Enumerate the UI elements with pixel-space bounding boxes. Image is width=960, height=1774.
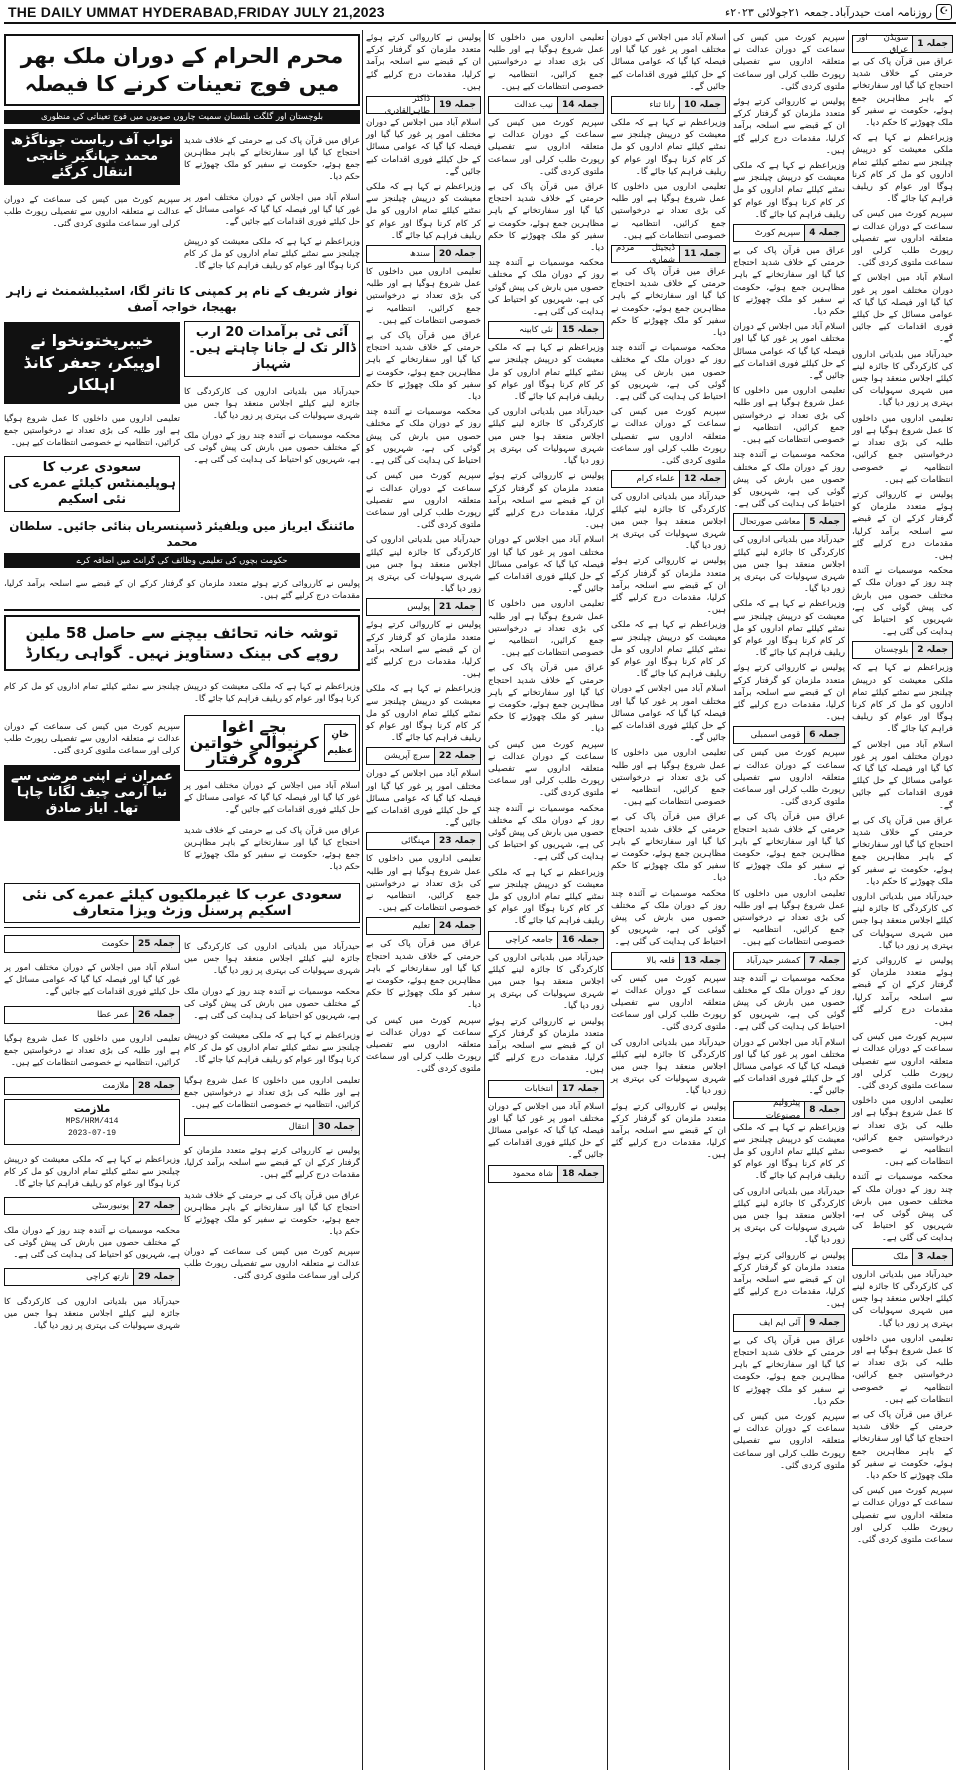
jumla-box-13: جملہ 13 قلعہ بالا <box>611 952 726 970</box>
masthead-urdu-wrap <box>725 4 952 20</box>
article-text: پولیس نے کارروائی کرتے ہوئے متعدد ملزمان کو گرفتار کرکے ان کے قبضے سے اسلحہ برآمد کرلیا، مقدمات درج کرلیے گئے ہیں۔ <box>611 1101 726 1161</box>
umrah-box: سعودی عرب کا غیرملکیوں کیلئے عمرے کی نئی اسکیم پرسنل وزٹ ویزا متعارف <box>4 883 360 923</box>
toshakhana-headline: توشہ خانہ تحائف بیچنے سے حاصل 58 ملین روپے کی بینک دستاویز نہیں۔ گواہی ریکارڈ <box>4 615 360 671</box>
column-2 <box>729 30 848 1770</box>
article-text: عراق میں قرآن پاک کی بے حرمتی کے خلاف شدید احتجاج کیا گیا اور سفارتخانے کے باہر مظاہرین جمع ہوئے، حکومت نے سفیر کو ملک چھوڑنے کا حکم دیا۔ <box>611 812 726 884</box>
jumla-box-26: جملہ 26 عمر عطا <box>4 1006 180 1024</box>
article-text: سپریم کورٹ میں کیس کی سماعت کے دوران عدالت نے متعلقہ اداروں سے تفصیلی رپورٹ طلب کرلی اور سماعت ملتوی کردی گئی۔ <box>852 1486 953 1545</box>
jumla-box-15: جملہ 15 نئی کابینہ <box>488 321 604 339</box>
article-text: اسلام آباد میں اجلاس کے دوران مختلف امور پر غور کیا گیا اور فیصلہ کیا گیا کہ عوامی مسائل کے حل کیلئے فوری اقدامات کیے جائیں گے۔ <box>184 191 360 226</box>
article-text: حیدرآباد میں بلدیاتی اداروں کی کارکردگی کا جائزہ لینے کیلئے اجلاس منعقد ہوا جس میں شہری سہولیات کی بہتری پر زور دیا گیا۔ <box>488 407 604 467</box>
article-text: پولیس نے کارروائی کرتے ہوئے متعدد ملزمان کو گرفتار کرکے ان کے قبضے سے اسلحہ برآمد کرلیا، مقدمات درج کرلیے گئے ہیں۔ <box>4 577 360 600</box>
article-text: تعلیمی اداروں میں داخلوں کا عمل شروع ہوگیا ہے اور طلبہ کی بڑی تعداد نے درخواستیں جمع کرائیں، انتظامیہ نے خصوصی انتظامات کیے ہیں۔ <box>366 267 481 326</box>
jumla-box-20: جملہ 20 سندھ <box>366 245 481 263</box>
kp-banner: خیبرپختونخوا نے اوپیکر، جعفر کانڈ اہلکار <box>4 322 180 404</box>
article-text: اسلام آباد میں اجلاس کے دوران مختلف امور پر غور کیا گیا اور فیصلہ کیا گیا کہ عوامی مسائل کے حل کیلئے فوری اقدامات کیے جائیں گے۔ <box>366 118 481 177</box>
article-text: تعلیمی اداروں میں داخلوں کا عمل شروع ہوگیا ہے اور طلبہ کی بڑی تعداد نے درخواستیں جمع کرائیں، انتظامیہ نے خصوصی انتظامات کیے ہیں۔ <box>184 1074 360 1109</box>
jumla-box-11: جملہ 11 ڈیجیٹل مردم شماری <box>611 245 726 263</box>
article-text: سپریم کورٹ میں کیس کی سماعت کے دوران عدالت نے متعلقہ اداروں سے تفصیلی رپورٹ طلب کرلی اور سماعت ملتوی کردی گئی۔ <box>733 748 845 808</box>
article-text: سپریم کورٹ میں کیس کی سماعت کے دوران عدالت نے متعلقہ اداروں سے تفصیلی رپورٹ طلب کرلی اور سماعت ملتوی کردی گئی۔ <box>488 739 604 799</box>
jumla-box-4: جملہ 4 سپریم کورٹ <box>733 224 845 242</box>
article-text: وزیراعظم نے کہا ہے کہ ملکی معیشت کو درپیش چیلنجز سے نمٹنے کیلئے تمام اداروں کو مل کر کام کرنا ہوگا اور عوام کو ریلیف فراہم کیا جائے گا۔ <box>852 663 953 735</box>
article-text: تعلیمی اداروں میں داخلوں کا عمل شروع ہوگیا ہے اور طلبہ کی بڑی تعداد نے درخواستیں جمع کرائیں، انتظامیہ نے خصوصی انتظامات کیے ہیں۔ <box>4 1033 180 1068</box>
article-text: سپریم کورٹ میں کیس کی سماعت کے دوران عدالت نے متعلقہ اداروں سے تفصیلی رپورٹ طلب کرلی اور سماعت ملتوی کردی گئی۔ <box>852 1032 953 1092</box>
article-text: تعلیمی اداروں میں داخلوں کا عمل شروع ہوگیا ہے اور طلبہ کی بڑی تعداد نے درخواستیں جمع کرائیں، انتظامیہ نے خصوصی انتظامات کیے ہیں۔ <box>852 1333 953 1405</box>
article-text: حیدرآباد میں بلدیاتی اداروں کی کارکردگی کا جائزہ لینے کیلئے اجلاس منعقد ہوا جس میں شہری سہولیات کی بہتری پر زور دیا گیا۔ <box>4 1295 180 1330</box>
ad-title: ملازمت <box>73 1103 111 1115</box>
jumla-box-21: جملہ 21 پولیس <box>366 598 481 616</box>
jumla-box-7: جملہ 7 کمشنر حیدرآباد <box>733 952 845 970</box>
article-text: وزیراعظم نے کہا ہے کہ ملکی معیشت کو درپیش چیلنجز سے نمٹنے کیلئے تمام اداروں کو مل کر کام کرنا ہوگا اور عوام کو ریلیف فراہم کیا جائے گا۔ <box>733 161 845 220</box>
article-text: عراق میں قرآن پاک کی بے حرمتی کے خلاف شدید احتجاج کیا گیا اور سفارتخانے کے باہر مظاہرین جمع ہوئے، حکومت نے سفیر کو ملک چھوڑنے کا حکم دیا۔ <box>488 663 604 735</box>
article-text: سپریم کورٹ میں کیس کی سماعت کے دوران عدالت نے متعلقہ اداروں سے تفصیلی رپورٹ طلب کرلی اور سماعت ملتوی کردی گئی۔ <box>733 1411 845 1471</box>
article-text: حیدرآباد میں بلدیاتی اداروں کی کارکردگی کا جائزہ لینے کیلئے اجلاس منعقد ہوا جس میں شہری سہولیات کی بہتری پر زور دیا گیا۔ <box>366 535 481 595</box>
article-text: محکمہ موسمیات نے آئندہ چند روز کے دوران ملک کے مختلف حصوں میں بارش کی پیش گوئی کی ہے، شہریوں کو احتیاط کی ہدایت کی گئی ہے۔ <box>733 973 845 1033</box>
lead-block-2 <box>4 318 360 516</box>
jumla-box-6: جملہ 6 قومی اسمبلی <box>733 726 845 744</box>
jumla-box-22: جملہ 22 سرچ آپریشن <box>366 747 481 765</box>
article-text: حیدرآباد میں بلدیاتی اداروں کی کارکردگی کا جائزہ لینے کیلئے اجلاس منعقد ہوا جس میں شہری سہولیات کی بہتری پر زور دیا گیا۔ <box>611 492 726 552</box>
article-text: حیدرآباد میں بلدیاتی اداروں کی کارکردگی کا جائزہ لینے کیلئے اجلاس منعقد ہوا جس میں شہری سہولیات کی بہتری پر زور دیا گیا۔ <box>184 385 360 420</box>
article-text: عراق میں قرآن پاک کی بے حرمتی کے خلاف شدید احتجاج کیا گیا اور سفارتخانے کے باہر مظاہرین جمع ہوئے، حکومت نے سفیر کو ملک چھوڑنے کا حکم دیا۔ <box>852 57 953 129</box>
article-text: اسلام آباد میں اجلاس کے دوران مختلف امور پر غور کیا گیا اور فیصلہ کیا گیا کہ عوامی مسائل کے حل کیلئے فوری اقدامات کیے جائیں گے۔ <box>488 535 604 595</box>
article-text: سپریم کورٹ میں کیس کی سماعت کے دوران عدالت نے متعلقہ اداروں سے تفصیلی رپورٹ طلب کرلی اور سماعت ملتوی کردی گئی۔ <box>852 209 953 269</box>
article-text: سپریم کورٹ میں کیس کی سماعت کے دوران عدالت نے متعلقہ اداروں سے تفصیلی رپورٹ طلب کرلی اور سماعت ملتوی کردی گئی۔ <box>488 118 604 177</box>
women-gang-box <box>184 715 360 771</box>
article-text: حیدرآباد میں بلدیاتی اداروں کی کارکردگی کا جائزہ لینے کیلئے اجلاس منعقد ہوا جس میں شہری سہولیات کی بہتری پر زور دیا گیا۔ <box>733 535 845 595</box>
article-text: عراق میں قرآن پاک کی بے حرمتی کے خلاف شدید احتجاج کیا گیا اور سفارتخانے کے باہر مظاہرین جمع ہوئے، حکومت نے سفیر کو ملک چھوڑنے کا حکم دیا۔ <box>733 1335 845 1407</box>
article-text: پولیس نے کارروائی کرتے ہوئے متعدد ملزمان کو گرفتار کرکے ان کے قبضے سے اسلحہ برآمد کرلیا، مقدمات درج کرلیے گئے ہیں۔ <box>733 97 845 156</box>
article-text: پولیس نے کارروائی کرتے ہوئے متعدد ملزمان کو گرفتار کرکے ان کے قبضے سے اسلحہ برآمد کرلیا، مقدمات درج کرلیے گئے ہیں۔ <box>366 620 481 680</box>
article-text: حیدرآباد میں بلدیاتی اداروں کی کارکردگی کا جائزہ لینے کیلئے اجلاس منعقد ہوا جس میں شہری سہولیات کی بہتری پر زور دیا گیا۔ <box>184 941 360 976</box>
article-text: عراق میں قرآن پاک کی بے حرمتی کے خلاف شدید احتجاج کیا گیا اور سفارتخانے کے باہر مظاہرین جمع ہوئے، حکومت نے سفیر کو ملک چھوڑنے کا حکم دیا۔ <box>733 812 845 884</box>
lead-section <box>4 30 360 1770</box>
column-3 <box>607 30 729 1770</box>
article-text: حیدرآباد میں بلدیاتی اداروں کی کارکردگی کا جائزہ لینے کیلئے اجلاس منعقد ہوا جس میں شہری سہولیات کی بہتری پر زور دیا گیا۔ <box>733 1186 845 1246</box>
article-text: تعلیمی اداروں میں داخلوں کا عمل شروع ہوگیا ہے اور طلبہ کی بڑی تعداد نے درخواستیں جمع کرائیں، انتظامیہ نے خصوصی انتظامات کیے ہیں۔ <box>733 386 845 446</box>
lead-lower <box>4 932 360 1339</box>
article-text: محکمہ موسمیات نے آئندہ چند روز کے دوران ملک کے مختلف حصوں میں بارش کی پیش گوئی کی ہے، شہریوں کو احتیاط کی ہدایت کی گئی ہے۔ <box>852 566 953 638</box>
masthead-urdu: روزنامہ امت حیدرآباد۔جمعہ ۲۱جولائی ۲۰۲۳ء <box>725 5 932 19</box>
article-text: محکمہ موسمیات نے آئندہ چند روز کے دوران ملک کے مختلف حصوں میں بارش کی پیش گوئی کی ہے، شہریوں کو احتیاط کی ہدایت کی گئی ہے۔ <box>611 888 726 948</box>
nawab-box: نواب آف ریاست جوناگڑھ محمد جہانگیر خانجی انتقال کرگئے <box>4 129 180 185</box>
article-text: تعلیمی اداروں میں داخلوں کا عمل شروع ہوگیا ہے اور طلبہ کی بڑی تعداد نے درخواستیں جمع کرائیں، انتظامیہ نے خصوصی انتظامات کیے ہیں۔ <box>488 599 604 659</box>
jumla-box-1: جملہ 1 سویڈن اور عراق <box>852 35 953 53</box>
article-text: حیدرآباد میں بلدیاتی اداروں کی کارکردگی کا جائزہ لینے کیلئے اجلاس منعقد ہوا جس میں شہری سہولیات کی بہتری پر زور دیا گیا۔ <box>852 349 953 409</box>
article-text: عراق میں قرآن پاک کی بے حرمتی کے خلاف شدید احتجاج کیا گیا اور سفارتخانے کے باہر مظاہرین جمع ہوئے، حکومت نے سفیر کو ملک چھوڑنے کا حکم دیا۔ <box>184 824 360 871</box>
article-text: پولیس نے کارروائی کرتے ہوئے متعدد ملزمان کو گرفتار کرکے ان کے قبضے سے اسلحہ برآمد کرلیا، مقدمات درج کرلیے گئے ہیں۔ <box>611 556 726 616</box>
article-text: عراق میں قرآن پاک کی بے حرمتی کے خلاف شدید احتجاج کیا گیا اور سفارتخانے کے باہر مظاہرین جمع ہوئے، حکومت نے سفیر کو ملک چھوڑنے کا حکم دیا۔ <box>184 1189 360 1236</box>
article-text: اسلام آباد میں اجلاس کے دوران مختلف امور پر غور کیا گیا اور فیصلہ کیا گیا کہ عوامی مسائل کے حل کیلئے فوری اقدامات کیے جائیں گے۔ <box>733 1037 845 1097</box>
article-text: محکمہ موسمیات نے آئندہ چند روز کے دوران ملک کے مختلف حصوں میں بارش کی پیش گوئی کی ہے، شہریوں کو احتیاط کی ہدایت کی گئی ہے۔ <box>366 407 481 467</box>
article-text: پولیس نے کارروائی کرتے ہوئے متعدد ملزمان کو گرفتار کرکے ان کے قبضے سے اسلحہ برآمد کرلیا، مقدمات درج کرلیے گئے ہیں۔ <box>852 489 953 561</box>
article-text: سپریم کورٹ میں کیس کی سماعت کے دوران عدالت نے متعلقہ اداروں سے تفصیلی رپورٹ طلب کرلی اور سماعت ملتوی کردی گئی۔ <box>184 1246 360 1281</box>
lead-block-3 <box>4 712 360 880</box>
article-text: پولیس نے کارروائی کرتے ہوئے متعدد ملزمان کو گرفتار کرکے ان کے قبضے سے اسلحہ برآمد کرلیا، مقدمات درج کرلیے گئے ہیں۔ <box>488 1016 604 1076</box>
article-text: سپریم کورٹ میں کیس کی سماعت کے دوران عدالت نے متعلقہ اداروں سے تفصیلی رپورٹ طلب کرلی اور سماعت ملتوی کردی گئی۔ <box>611 407 726 467</box>
article-text: اسلام آباد میں اجلاس کے دوران مختلف امور پر غور کیا گیا اور فیصلہ کیا گیا کہ عوامی مسائل کے حل کیلئے فوری اقدامات کیے جائیں گے۔ <box>611 684 726 744</box>
article-text: حیدرآباد میں بلدیاتی اداروں کی کارکردگی کا جائزہ لینے کیلئے اجلاس منعقد ہوا جس میں شہری سہولیات کی بہتری پر زور دیا گیا۔ <box>611 1037 726 1097</box>
article-text: عراق میں قرآن پاک کی بے حرمتی کے خلاف شدید احتجاج کیا گیا اور سفارتخانے کے باہر مظاہرین جمع ہوئے، حکومت نے سفیر کو ملک چھوڑنے کا حکم دیا۔ <box>611 267 726 339</box>
jumla-box-27: جملہ 27 یونیورسٹی <box>4 1197 180 1215</box>
article-text: وزیراعظم نے کہا ہے کہ ملکی معیشت کو درپیش چیلنجز سے نمٹنے کیلئے تمام اداروں کو مل کر کام کرنا ہوگا اور عوام کو ریلیف فراہم کیا جائے گا۔ <box>4 1154 180 1189</box>
column-1 <box>848 30 956 1770</box>
article-text: محکمہ موسمیات نے آئندہ چند روز کے دوران ملک کے مختلف حصوں میں بارش کی پیش گوئی کی ہے، شہریوں کو احتیاط کی ہدایت کی گئی ہے۔ <box>4 1224 180 1259</box>
main-subheadline: بلوچستان اور گلگت بلتستان سمیت چاروں صوبوں میں فوج تعیناتی کی منظوری <box>4 110 360 124</box>
article-text: وزیراعظم نے کہا ہے کہ ملکی معیشت کو درپیش چیلنجز سے نمٹنے کیلئے تمام اداروں کو مل کر کام کرنا ہوگا اور عوام کو ریلیف فراہم کیا جائے گا۔ <box>733 1122 845 1182</box>
article-text: محکمہ موسمیات نے آئندہ چند روز کے دوران ملک کے مختلف حصوں میں بارش کی پیش گوئی کی ہے، شہریوں کو احتیاط کی ہدایت کی گئی ہے۔ <box>733 450 845 510</box>
saudi-box: سعودی عرب کا ہوپلیمنٹس کیلئے عمرے کی نئی اسکیم <box>4 456 180 512</box>
ad-date: 2023-07-19 <box>67 1128 116 1138</box>
imran-box: عمران نے اپنی مرضی سے نیا آرمی چیف لگانا چاہا تھا۔ ایاز صادق <box>4 765 180 821</box>
grant-strip: حکومت بچوں کی تعلیمی وظائف کی گرانٹ میں اضافہ کرے <box>4 553 360 568</box>
jumla-box-14: جملہ 14 نیب عدالت <box>488 96 604 114</box>
article-text: عراق میں قرآن پاک کی بے حرمتی کے خلاف شدید احتجاج کیا گیا اور سفارتخانے کے باہر مظاہرین جمع ہوئے، حکومت نے سفیر کو ملک چھوڑنے کا حکم دیا۔ <box>733 246 845 318</box>
ummat-logo-icon: ☪ <box>936 4 952 20</box>
article-text: وزیراعظم نے کہا ہے کہ ملکی معیشت کو درپیش چیلنجز سے نمٹنے کیلئے تمام اداروں کو مل کر کام کرنا ہوگا اور عوام کو ریلیف فراہم کیا جائے گا۔ <box>488 867 604 927</box>
article-text: وزیراعظم نے کہا ہے کہ ملکی معیشت کو درپیش چیلنجز سے نمٹنے کیلئے تمام اداروں کو مل کر کام کرنا ہوگا اور عوام کو ریلیف فراہم کیا جائے گا۔ <box>488 343 604 403</box>
article-text: وزیراعظم نے کہا ہے کہ ملکی معیشت کو درپیش چیلنجز سے نمٹنے کیلئے تمام اداروں کو مل کر کام کرنا ہوگا اور عوام کو ریلیف فراہم کیا جائے گا۔ <box>611 620 726 680</box>
article-text: تعلیمی اداروں میں داخلوں کا عمل شروع ہوگیا ہے اور طلبہ کی بڑی تعداد نے درخواستیں جمع کرائیں، انتظامیہ نے خصوصی انتظامات کیے ہیں۔ <box>611 748 726 808</box>
article-text: تعلیمی اداروں میں داخلوں کا عمل شروع ہوگیا ہے اور طلبہ کی بڑی تعداد نے درخواستیں جمع کرائیں، انتظامیہ نے خصوصی انتظامات کیے ہیں۔ <box>733 888 845 948</box>
article-text: وزیراعظم نے کہا ہے کہ ملکی معیشت کو درپیش چیلنجز سے نمٹنے کیلئے تمام اداروں کو مل کر کام کرنا ہوگا اور عوام کو ریلیف فراہم کیا جائے گا۔ <box>4 680 360 703</box>
article-text: اسلام آباد میں اجلاس کے دوران مختلف امور پر غور کیا گیا اور فیصلہ کیا گیا کہ عوامی مسائل کے حل کیلئے فوری اقدامات کیے جائیں گے۔ <box>488 1101 604 1161</box>
article-text: محکمہ موسمیات نے آئندہ چند روز کے دوران ملک کے مختلف حصوں میں بارش کی پیش گوئی کی ہے، شہریوں کو احتیاط کی ہدایت کی گئی ہے۔ <box>852 1172 953 1244</box>
article-text: اسلام آباد میں اجلاس کے دوران مختلف امور پر غور کیا گیا اور فیصلہ کیا گیا کہ عوامی مسائل کے حل کیلئے فوری اقدامات کیے جائیں گے۔ <box>366 769 481 829</box>
article-text: عراق میں قرآن پاک کی بے حرمتی کے خلاف شدید احتجاج کیا گیا اور سفارتخانے کے باہر مظاہرین جمع ہوئے، حکومت نے سفیر کو ملک چھوڑنے کا حکم دیا۔ <box>366 331 481 403</box>
article-text: وزیراعظم نے کہا ہے کہ ملکی معیشت کو درپیش چیلنجز سے نمٹنے کیلئے تمام اداروں کو مل کر کام کرنا ہوگا اور عوام کو ریلیف فراہم کیا جائے گا۔ <box>733 599 845 659</box>
masthead <box>4 2 956 24</box>
jumla-box-5: جملہ 5 معاشی صورتحال <box>733 513 845 531</box>
article-text: پولیس نے کارروائی کرتے ہوئے متعدد ملزمان کو گرفتار کرکے ان کے قبضے سے اسلحہ برآمد کرلیا، مقدمات درج کرلیے گئے ہیں۔ <box>366 33 481 92</box>
jumla-box-18: جملہ 18 شاہ محمود <box>488 1165 604 1183</box>
article-text: تعلیمی اداروں میں داخلوں کا عمل شروع ہوگیا ہے اور طلبہ کی بڑی تعداد نے درخواستیں جمع کرائیں، انتظامیہ نے خصوصی انتظامات کیے ہیں۔ <box>852 413 953 485</box>
article-text: وزیراعظم نے کہا ہے کہ ملکی معیشت کو درپیش چیلنجز سے نمٹنے کیلئے تمام اداروں کو مل کر کام کرنا ہوگا اور عوام کو ریلیف فراہم کیا جائے گا۔ <box>366 182 481 241</box>
article-text: تعلیمی اداروں میں داخلوں کا عمل شروع ہوگیا ہے اور طلبہ کی بڑی تعداد نے درخواستیں جمع کرائیں، انتظامیہ نے خصوصی انتظامات کیے ہیں۔ <box>366 854 481 914</box>
jumla-box-17: جملہ 17 انتخابات <box>488 1080 604 1098</box>
article-text: وزیراعظم نے کہا ہے کہ ملکی معیشت کو درپیش چیلنجز سے نمٹنے کیلئے تمام اداروں کو مل کر کام کرنا ہوگا اور عوام کو ریلیف فراہم کیا جائے گا۔ <box>852 133 953 205</box>
section-rule <box>4 609 360 611</box>
article-text: محکمہ موسمیات نے آئندہ چند روز کے دوران ملک کے مختلف حصوں میں بارش کی پیش گوئی کی ہے، شہریوں کو احتیاط کی ہدایت کی گئی ہے۔ <box>488 803 604 863</box>
article-text: تعلیمی اداروں میں داخلوں کا عمل شروع ہوگیا ہے اور طلبہ کی بڑی تعداد نے درخواستیں جمع کرائیں، انتظامیہ نے خصوصی انتظامات کیے ہیں۔ <box>611 182 726 241</box>
jumla-box-29: جملہ 29 نارتھ کراچی <box>4 1268 180 1286</box>
article-text: حیدرآباد میں بلدیاتی اداروں کی کارکردگی کا جائزہ لینے کیلئے اجلاس منعقد ہوا جس میں شہری سہولیات کی بہتری پر زور دیا گیا۔ <box>852 892 953 951</box>
article-text: محکمہ موسمیات نے آئندہ چند روز کے دوران ملک کے مختلف حصوں میں بارش کی پیش گوئی کی ہے، شہریوں کو احتیاط کی ہدایت کی گئی ہے۔ <box>611 343 726 403</box>
jumla-box-10: جملہ 10 رانا ثناء <box>611 96 726 114</box>
article-text: پولیس نے کارروائی کرتے ہوئے متعدد ملزمان کو گرفتار کرکے ان کے قبضے سے اسلحہ برآمد کرلیا، مقدمات درج کرلیے گئے ہیں۔ <box>852 956 953 1028</box>
jumla-box-24: جملہ 24 تعلیم <box>366 917 481 935</box>
article-text: محکمہ موسمیات نے آئندہ چند روز کے دوران ملک کے مختلف حصوں میں بارش کی پیش گوئی کی ہے، شہریوں کو احتیاط کی ہدایت کی گئی ہے۔ <box>184 430 360 465</box>
article-text: وزیراعظم نے کہا ہے کہ ملکی معیشت کو درپیش چیلنجز سے نمٹنے کیلئے تمام اداروں کو مل کر کام کرنا ہوگا اور عوام کو ریلیف فراہم کیا جائے گا۔ <box>611 118 726 177</box>
nawaz-subheadline: نواز شریف کے نام پر کمپنی کا تاثر لگا، اسٹیبلشمنٹ نے زاہر بھیجا، خواجہ آصف <box>6 283 358 314</box>
article-text: سپریم کورٹ میں کیس کی سماعت کے دوران عدالت نے متعلقہ اداروں سے تفصیلی رپورٹ طلب کرلی اور سماعت ملتوی کردی گئی۔ <box>611 973 726 1033</box>
it-exports-box: آئی ٹی برآمدات 20 ارب ڈالر تک لے جانا چاہتے ہیں۔ شہباز <box>184 321 360 377</box>
article-text: وزیراعظم نے کہا ہے کہ ملکی معیشت کو درپیش چیلنجز سے نمٹنے کیلئے تمام اداروں کو مل کر کام کرنا ہوگا اور عوام کو ریلیف فراہم کیا جائے گا۔ <box>184 236 360 271</box>
jumla-box-19: جملہ 19 ڈاکٹر طاہرالقادری <box>366 96 481 114</box>
article-text: اسلام آباد میں اجلاس کے دوران مختلف امور پر غور کیا گیا اور فیصلہ کیا گیا کہ عوامی مسائل کے حل کیلئے فوری اقدامات کیے جائیں گے۔ <box>184 780 360 815</box>
column-4 <box>484 30 607 1770</box>
article-text: عراق میں قرآن پاک کی بے حرمتی کے خلاف شدید احتجاج کیا گیا اور سفارتخانے کے باہر مظاہرین جمع ہوئے، حکومت نے سفیر کو ملک چھوڑنے کا حکم دیا۔ <box>488 182 604 254</box>
jumla-box-12: جملہ 12 علماء کرام <box>611 470 726 488</box>
article-text: سپریم کورٹ میں کیس کی سماعت کے دوران عدالت نے متعلقہ اداروں سے تفصیلی رپورٹ طلب کرلی اور سماعت ملتوی کردی گئی۔ <box>366 471 481 531</box>
ad-reference: MPS/HRM/414 <box>65 1116 119 1126</box>
article-text: سپریم کورٹ میں کیس کی سماعت کے دوران عدالت نے متعلقہ اداروں سے تفصیلی رپورٹ طلب کرلی اور سماعت ملتوی کردی گئی۔ <box>4 721 180 756</box>
article-text: پولیس نے کارروائی کرتے ہوئے متعدد ملزمان کو گرفتار کرکے ان کے قبضے سے اسلحہ برآمد کرلیا، مقدمات درج کرلیے گئے ہیں۔ <box>733 1250 845 1310</box>
jumla-box-23: جملہ 23 مہنگائی <box>366 832 481 850</box>
jumla-box-28: جملہ 28 ملازمت <box>4 1077 180 1095</box>
column-5 <box>362 30 484 1770</box>
article-text: اسلام آباد میں اجلاس کے دوران مختلف امور پر غور کیا گیا اور فیصلہ کیا گیا کہ عوامی مسائل کے حل کیلئے فوری اقدامات کیے جائیں گے۔ <box>4 962 180 997</box>
article-text: پولیس نے کارروائی کرتے ہوئے متعدد ملزمان کو گرفتار کرکے ان کے قبضے سے اسلحہ برآمد کرلیا، مقدمات درج کرلیے گئے ہیں۔ <box>184 1145 360 1180</box>
article-text: اسلام آباد میں اجلاس کے دوران مختلف امور پر غور کیا گیا اور فیصلہ کیا گیا کہ عوامی مسائل کے حل کیلئے فوری اقدامات کیے جائیں گے۔ <box>733 322 845 382</box>
mining-subheadline: مائننگ ایریاز میں ویلفیئر ڈسپنسریاں بنائی جائیں۔ سلطان محمد <box>9 519 355 550</box>
article-text: عراق میں قرآن پاک کی بے حرمتی کے خلاف شدید احتجاج کیا گیا اور سفارتخانے کے باہر مظاہرین جمع ہوئے، حکومت نے سفیر کو ملک چھوڑنے کا حکم دیا۔ <box>366 939 481 1011</box>
article-text: سپریم کورٹ میں کیس کی سماعت کے دوران عدالت نے متعلقہ اداروں سے تفصیلی رپورٹ طلب کرلی اور سماعت ملتوی کردی گئی۔ <box>4 194 180 229</box>
article-text: محکمہ موسمیات نے آئندہ چند روز کے دوران ملک کے مختلف حصوں میں بارش کی پیش گوئی کی ہے، شہریوں کو احتیاط کی ہدایت کی گئی ہے۔ <box>488 258 604 318</box>
article-text: عراق میں قرآن پاک کی بے حرمتی کے خلاف شدید احتجاج کیا گیا اور سفارتخانے کے باہر مظاہرین جمع ہوئے، حکومت نے سفیر کو ملک چھوڑنے کا حکم دیا۔ <box>184 135 360 182</box>
article-text: پولیس نے کارروائی کرتے ہوئے متعدد ملزمان کو گرفتار کرکے ان کے قبضے سے اسلحہ برآمد کرلیا، مقدمات درج کرلیے گئے ہیں۔ <box>488 471 604 531</box>
article-text: پولیس نے کارروائی کرتے ہوئے متعدد ملزمان کو گرفتار کرکے ان کے قبضے سے اسلحہ برآمد کرلیا، مقدمات درج کرلیے گئے ہیں۔ <box>733 663 845 723</box>
article-text: تعلیمی اداروں میں داخلوں کا عمل شروع ہوگیا ہے اور طلبہ کی بڑی تعداد نے درخواستیں جمع کرائیں، انتظامیہ نے خصوصی انتظامات کیے ہیں۔ <box>4 412 180 447</box>
jumla-box-3: جملہ 3 ملک <box>852 1248 953 1266</box>
lead-block-1 <box>4 126 360 280</box>
article-text: محکمہ موسمیات نے آئندہ چند روز کے دوران ملک کے مختلف حصوں میں بارش کی پیش گوئی کی ہے، شہریوں کو احتیاط کی ہدایت کی گئی ہے۔ <box>184 985 360 1020</box>
jumla-box-30: جملہ 30 انتقال <box>184 1118 360 1136</box>
article-text: وزیراعظم نے کہا ہے کہ ملکی معیشت کو درپیش چیلنجز سے نمٹنے کیلئے تمام اداروں کو مل کر کام کرنا ہوگا اور عوام کو ریلیف فراہم کیا جائے گا۔ <box>184 1030 360 1065</box>
job-ad <box>4 1099 180 1145</box>
article-text: وزیراعظم نے کہا ہے کہ ملکی معیشت کو درپیش چیلنجز سے نمٹنے کیلئے تمام اداروں کو مل کر کام کرنا ہوگا اور عوام کو ریلیف فراہم کیا جائے گا۔ <box>366 684 481 744</box>
article-text: تعلیمی اداروں میں داخلوں کا عمل شروع ہوگیا ہے اور طلبہ کی بڑی تعداد نے درخواستیں جمع کرائیں، انتظامیہ نے خصوصی انتظامات کیے ہیں۔ <box>852 1096 953 1168</box>
khan-brand: خانِ عظیم <box>324 724 356 762</box>
masthead-english: THE DAILY UMMAT HYDERABAD,FRIDAY JULY 21,2023 <box>8 4 385 20</box>
article-text: حیدرآباد میں بلدیاتی اداروں کی کارکردگی کا جائزہ لینے کیلئے اجلاس منعقد ہوا جس میں شہری سہولیات کی بہتری پر زور دیا گیا۔ <box>852 1269 953 1329</box>
jumla-box-25: جملہ 25 حکومت <box>4 935 180 953</box>
women-gang-headline: بچے اغوا کرنیوالی خواتین گروہ گرفتار <box>189 716 319 768</box>
jumla-box-16: جملہ 16 جامعہ کراچی <box>488 931 604 949</box>
jumla-box-2: جملہ 2 بلوچستان <box>852 641 953 659</box>
article-text: اسلام آباد میں اجلاس کے دوران مختلف امور پر غور کیا گیا اور فیصلہ کیا گیا کہ عوامی مسائل کے حل کیلئے فوری اقدامات کیے جائیں گے۔ <box>852 739 953 811</box>
article-text: عراق میں قرآن پاک کی بے حرمتی کے خلاف شدید احتجاج کیا گیا اور سفارتخانے کے باہر مظاہرین جمع ہوئے، حکومت نے سفیر کو ملک چھوڑنے کا حکم دیا۔ <box>852 815 953 887</box>
article-text: سپریم کورٹ میں کیس کی سماعت کے دوران عدالت نے متعلقہ اداروں سے تفصیلی رپورٹ طلب کرلی اور سماعت ملتوی کردی گئی۔ <box>733 33 845 92</box>
jumla-box-9: جملہ 9 آئی ایم ایف <box>733 1314 845 1332</box>
article-text: اسلام آباد میں اجلاس کے دوران مختلف امور پر غور کیا گیا اور فیصلہ کیا گیا کہ عوامی مسائل کے حل کیلئے فوری اقدامات کیے جائیں گے۔ <box>852 273 953 345</box>
article-text: حیدرآباد میں بلدیاتی اداروں کی کارکردگی کا جائزہ لینے کیلئے اجلاس منعقد ہوا جس میں شہری سہولیات کی بہتری پر زور دیا گیا۔ <box>488 952 604 1012</box>
main-headline: محرم الحرام کے دوران ملک بھر میں فوج تعینات کرنے کا فیصلہ <box>4 34 360 106</box>
article-text: اسلام آباد میں اجلاس کے دوران مختلف امور پر غور کیا گیا اور فیصلہ کیا گیا کہ عوامی مسائل کے حل کیلئے فوری اقدامات کیے جائیں گے۔ <box>611 33 726 92</box>
article-text: عراق میں قرآن پاک کی بے حرمتی کے خلاف شدید احتجاج کیا گیا اور سفارتخانے کے باہر مظاہرین جمع ہوئے، حکومت نے سفیر کو ملک چھوڑنے کا حکم دیا۔ <box>852 1409 953 1481</box>
article-text: تعلیمی اداروں میں داخلوں کا عمل شروع ہوگیا ہے اور طلبہ کی بڑی تعداد نے درخواستیں جمع کرائیں، انتظامیہ نے خصوصی انتظامات کیے ہیں۔ <box>488 33 604 92</box>
jumla-box-8: جملہ 8 پیٹرولیم مصنوعات <box>733 1101 845 1119</box>
article-text: سپریم کورٹ میں کیس کی سماعت کے دوران عدالت نے متعلقہ اداروں سے تفصیلی رپورٹ طلب کرلی اور سماعت ملتوی کردی گئی۔ <box>366 1015 481 1075</box>
